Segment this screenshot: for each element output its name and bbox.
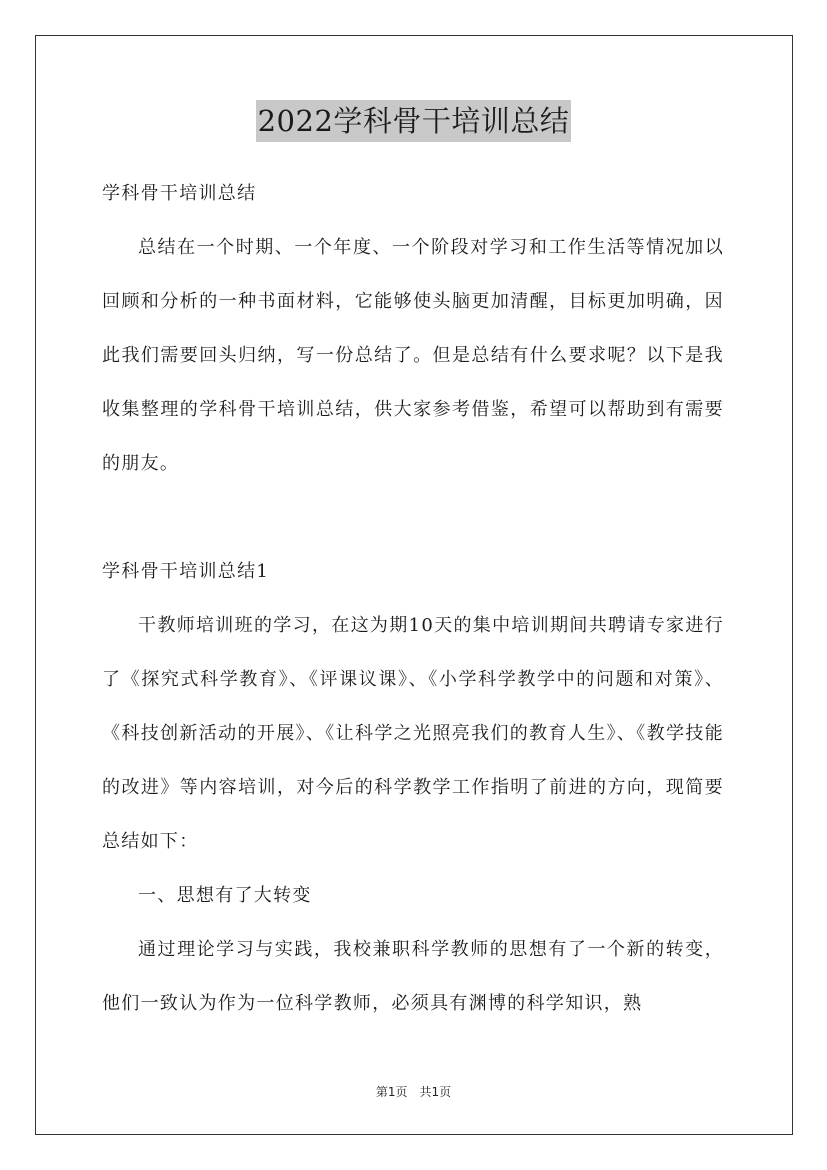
- section-heading: 学科骨干培训总结: [102, 183, 257, 204]
- section1-paragraph: 干教师培训班的学习，在这为期10天的集中培训期间共聘请专家进行了《探究式科学教育》、《评课议课》、《小学科学教学中的问题和对策》、《科技创新活动的开展》、《让科学之光照亮我们的教育人生》、《教学技能的改进》等内容培训，对今后的科学教学工作指明了前进的方向，现简要总结如下：: [102, 615, 724, 852]
- subheading: 一、思想有了大转变: [138, 885, 312, 906]
- title-container: [0, 100, 827, 142]
- page-number: 第1页 共1页: [375, 1085, 452, 1099]
- document-title: 2022学科骨干培训总结: [256, 100, 572, 142]
- blank-line: [102, 491, 724, 545]
- document-body: [102, 167, 724, 1031]
- intro-paragraph: 总结在一个时期、一个年度、一个阶段对学习和工作生活等情况加以回顾和分析的一种书面材料，它能够使头脑更加清醒，目标更加明确，因此我们需要回头归纳，写一份总结了。但是总结有什么要求呢？以下是我收集整理的学科骨干培训总结，供大家参考借鉴，希望可以帮助到有需要的朋友。: [102, 237, 724, 474]
- section1-heading: 学科骨干培训总结1: [102, 561, 270, 582]
- section1-paragraph-2: 通过理论学习与实践，我校兼职科学教师的思想有了一个新的转变，他们一致认为作为一位科学教师，必须具有渊博的科学知识，熟: [102, 939, 724, 1014]
